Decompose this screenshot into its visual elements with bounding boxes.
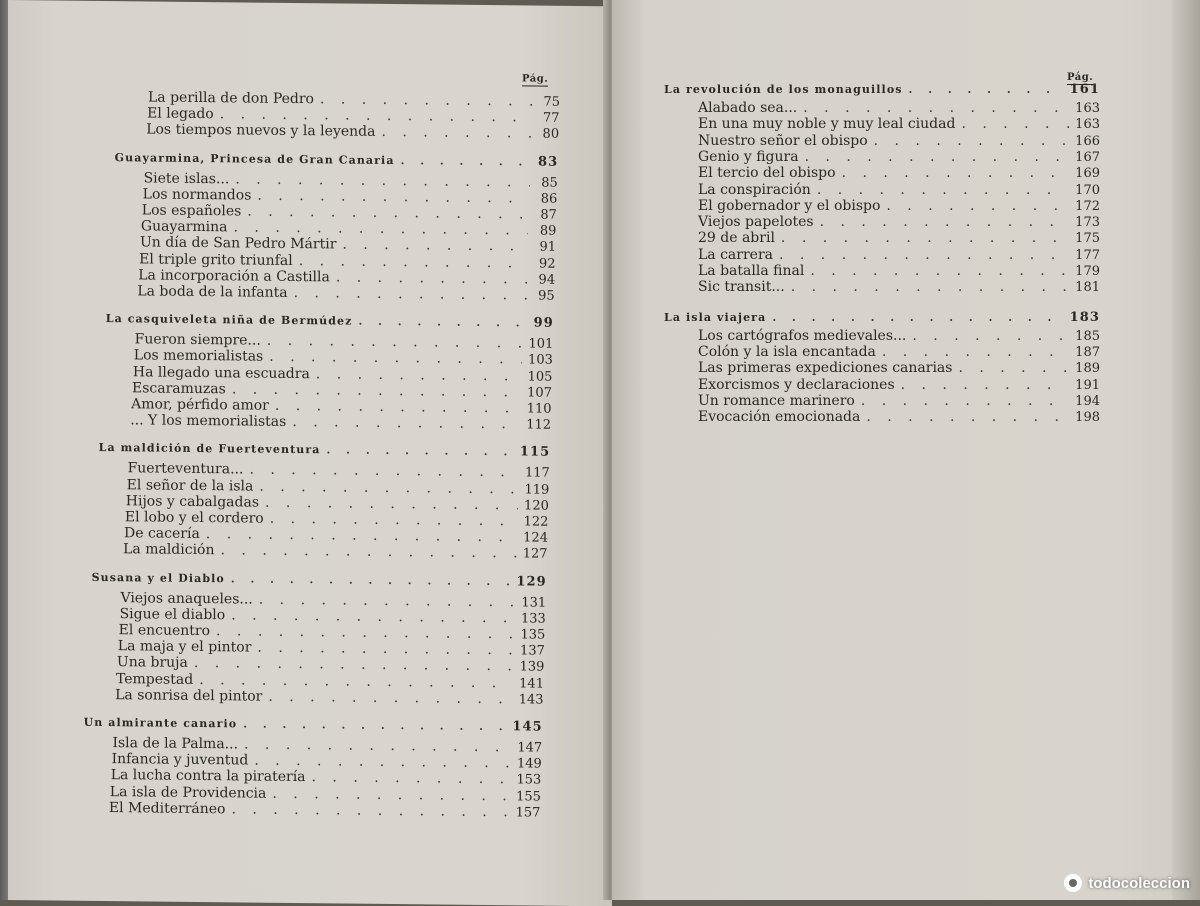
toc-entry-title: Evocación emocionada <box>698 409 861 426</box>
toc-entry-title: La isla de Providencia <box>109 783 267 802</box>
dot-leader <box>243 716 506 735</box>
dot-leader <box>912 328 1069 344</box>
pag-header-left: Pág. <box>522 73 549 85</box>
toc-entry-page: 89 <box>539 223 557 239</box>
pag-header-right: Pág. <box>1067 72 1094 83</box>
dot-leader <box>316 366 522 384</box>
dot-leader <box>221 543 517 562</box>
toc-entry-title: La sonrisa del pintor <box>115 686 263 705</box>
toc-entry-title: Los cartógrafos medievales... <box>698 327 907 344</box>
toc-entry-page: 105 <box>527 369 553 385</box>
dot-leader <box>401 153 531 170</box>
toc-entry-title: La revolución de los monaguillos <box>664 83 903 96</box>
toc-entry-title: La lucha contra la piratería <box>110 767 306 786</box>
dot-leader <box>312 770 511 788</box>
toc-entry-page: 122 <box>523 514 549 530</box>
toc-entry-title: El encuentro <box>118 622 211 640</box>
toc-entry-title: El gobernador y el obispo <box>698 197 881 214</box>
toc-entry-title: La maja y el pintor <box>117 638 252 656</box>
toc-entry-title: De cacería <box>124 525 200 543</box>
toc-entry-page: 120 <box>524 498 549 514</box>
toc-entry <box>146 122 559 143</box>
toc-entry <box>698 214 1100 231</box>
toc-entry-page: 115 <box>519 444 551 461</box>
toc-entry-title: La maldición <box>123 541 215 559</box>
toc-entry-title: El Mediterráneo <box>108 799 226 818</box>
toc-entry-title: La batalla final <box>698 263 805 279</box>
toc-entry-title: Viejos papelotes <box>698 214 814 231</box>
dot-leader <box>294 285 527 303</box>
toc-entry-page: 179 <box>1075 264 1100 279</box>
toc-entry <box>137 283 554 304</box>
dot-leader <box>320 91 532 109</box>
toc-entry-title: Escaramuzas <box>132 380 226 398</box>
toc-entry <box>698 133 1100 150</box>
toc-entry-title: Los españoles <box>141 202 242 220</box>
toc-entry-title: Una bruja <box>116 654 188 672</box>
toc-entry-title: La maldición de Fuerteventura <box>98 441 321 457</box>
toc-entry-page: 183 <box>1069 309 1100 325</box>
dot-leader <box>292 414 520 432</box>
toc-entry-page: 187 <box>1075 344 1100 360</box>
dot-leader <box>781 230 1069 246</box>
toc-entry <box>698 344 1100 361</box>
toc-entry-page: 133 <box>520 611 546 627</box>
toc-entry <box>130 412 551 433</box>
toc-entry-page: 75 <box>543 94 560 110</box>
toc-entry-page: 80 <box>542 126 560 143</box>
toc-entry-page: 167 <box>1075 149 1100 165</box>
dot-leader <box>231 571 510 590</box>
toc-section-heading <box>664 310 1100 326</box>
dot-leader <box>358 314 525 332</box>
toc-entry-title: La incorporación a Castilla <box>138 267 330 286</box>
toc-entry-page: 172 <box>1075 198 1100 214</box>
toc-entry <box>698 149 1100 166</box>
toc-entry <box>123 542 547 563</box>
dot-leader <box>901 377 1070 393</box>
right-page <box>612 0 1172 900</box>
dot-leader <box>336 269 527 287</box>
toc-entry <box>698 393 1100 410</box>
watermark-logo-icon <box>1064 874 1082 892</box>
toc-entry-page: 198 <box>1075 410 1100 426</box>
toc-entry-title: Susana y el Diablo <box>91 570 225 585</box>
toc-entry-title: La carrera <box>698 246 773 263</box>
toc-entry-page: 149 <box>516 756 542 772</box>
dot-leader <box>874 133 1070 149</box>
toc-entry-title: La perilla de don Pedro <box>148 89 314 108</box>
toc-entry-page: 177 <box>1075 247 1100 263</box>
toc-entry-title: El tercio del obispo <box>698 165 836 182</box>
toc-entry <box>115 687 543 708</box>
toc-entry-title: ... Y los memorialistas <box>130 412 287 431</box>
toc-entry-title: En una muy noble y muy leal ciudad <box>698 116 956 133</box>
toc-entry-title: Colón y la isla encantada <box>698 343 876 360</box>
dot-leader <box>791 279 1069 295</box>
dot-leader <box>805 149 1070 165</box>
dot-leader <box>861 393 1069 409</box>
toc-entry-title: Hijos y cabalgadas <box>125 493 260 511</box>
toc-entry-title: Ha llegado una escuadra <box>132 363 310 382</box>
watermark-text: todocoleccion <box>1088 874 1190 892</box>
toc-entry-page: 101 <box>528 336 554 352</box>
background-right <box>1170 0 1200 900</box>
toc-entry-title: 29 de abril <box>698 230 775 247</box>
toc-entry-title: Los memorialistas <box>133 347 264 366</box>
toc-entry-page: 169 <box>1075 166 1100 182</box>
toc-entry-page: 87 <box>540 207 557 223</box>
toc-entry-page: 139 <box>519 659 545 676</box>
dot-leader <box>909 82 1064 98</box>
dot-leader <box>803 100 1069 116</box>
toc-entry-page: 143 <box>518 692 544 708</box>
toc-entry-title: El lobo y el cordero <box>124 509 264 527</box>
toc-entry-page: 191 <box>1075 377 1100 393</box>
dot-leader <box>381 124 531 142</box>
dot-leader <box>779 247 1069 263</box>
toc-entry-page: 145 <box>512 719 543 735</box>
toc-entry-title: Nuestro señor el obispo <box>698 132 868 149</box>
dot-leader <box>886 198 1069 214</box>
toc-entry-page: 112 <box>526 417 552 433</box>
toc-entry-page: 129 <box>516 573 547 590</box>
toc-entry-page: 147 <box>517 740 543 756</box>
toc-entry-title: Tempestad <box>116 670 194 688</box>
toc-entry-title: El legado <box>147 105 214 123</box>
toc-entry-title: Sigue el diablo <box>119 605 226 624</box>
toc-entry-page: 131 <box>521 594 547 611</box>
dot-leader <box>842 165 1070 181</box>
toc-entry-page: 137 <box>520 643 545 659</box>
toc-entry-title: Infancia y juventud <box>111 751 249 769</box>
toc-entry-title: La isla viajera <box>664 310 767 324</box>
toc-entry-title: La casquiveleta niña de Bermúdez <box>105 312 353 328</box>
toc-entry-title: Un romance marinero <box>698 392 855 409</box>
dot-leader <box>958 360 1069 376</box>
toc-entry-title: La boda de la infanta <box>137 283 288 301</box>
toc-entry-title: Fueron siempre... <box>134 331 261 349</box>
dot-leader <box>772 310 1063 326</box>
toc-entry-title: Los normandos <box>142 186 252 204</box>
toc-entry-title: Isla de la Palma... <box>112 735 239 753</box>
toc-entry <box>698 182 1100 199</box>
toc-entry-page: 173 <box>1075 215 1100 231</box>
toc-entry <box>698 116 1100 133</box>
toc-entry-page: 92 <box>539 256 556 272</box>
toc-entry <box>698 328 1100 345</box>
dot-leader <box>866 409 1069 425</box>
toc-entry-page: 99 <box>533 315 554 331</box>
toc-entry-page: 107 <box>527 385 552 401</box>
toc-entry-page: 85 <box>541 175 558 191</box>
dot-leader <box>961 116 1069 132</box>
toc-entry-title: Amor, pérfido amor <box>131 396 269 414</box>
toc-entry-page: 141 <box>519 675 544 692</box>
dot-leader <box>810 263 1069 279</box>
toc-entry <box>698 279 1100 296</box>
toc-entry-page: 124 <box>523 530 548 546</box>
watermark <box>1064 874 1190 892</box>
toc-entry-page: 77 <box>542 110 560 126</box>
toc-entry-page: 119 <box>524 482 550 498</box>
toc-entry-page: 175 <box>1075 231 1100 247</box>
toc-entry-page: 170 <box>1075 182 1100 198</box>
toc-entry-title: Sic transit... <box>698 279 785 296</box>
toc-entry-title: Fuerteventura... <box>127 460 244 478</box>
toc-entry-page: 86 <box>540 191 558 207</box>
toc-section-heading <box>92 569 547 590</box>
toc-entry <box>698 198 1100 215</box>
toc-section-heading <box>99 440 551 461</box>
toc-entry-page: 153 <box>516 772 542 788</box>
dot-leader <box>342 237 528 255</box>
toc-entry-title: La conspiración <box>698 181 811 198</box>
dot-leader <box>327 443 514 461</box>
toc-entry-page: 135 <box>520 627 546 643</box>
toc-entry-title: Viejos anaqueles... <box>120 589 253 608</box>
toc-entry-title: Un día de San Pedro Mártir <box>140 234 337 253</box>
toc-entry <box>698 409 1100 426</box>
toc-entry-page: 110 <box>526 401 552 417</box>
toc-entry <box>698 165 1100 182</box>
toc-entry-page: 155 <box>516 788 541 805</box>
toc-entry-page: 95 <box>538 288 555 304</box>
toc-entry-page: 185 <box>1075 328 1100 344</box>
toc-entry-page: 127 <box>522 546 548 563</box>
toc-entry-page: 157 <box>515 805 541 821</box>
toc-entry <box>109 800 541 822</box>
toc-section-heading <box>664 82 1100 98</box>
toc-entry-title: Guayarmina, Princesa de Gran Canaria <box>114 150 395 167</box>
toc-entry-title: Guayarmina <box>140 218 228 236</box>
toc-entry-page: 181 <box>1075 280 1100 296</box>
dot-leader <box>268 689 512 708</box>
toc-section-heading <box>115 150 559 171</box>
toc-entry-title: Siete islas... <box>143 170 230 187</box>
toc-entry-title: El triple grito triunfal <box>139 250 293 269</box>
toc-entry-title: Genio y figura <box>698 148 799 165</box>
toc-entry-page: 103 <box>528 352 553 369</box>
toc-entry <box>698 360 1100 377</box>
toc-entry <box>698 263 1100 280</box>
toc-entry-title: Exorcismos y declaraciones <box>698 376 895 393</box>
toc-section-heading <box>84 715 543 736</box>
toc-entry-title: Un almirante canario <box>83 715 238 731</box>
dot-leader <box>820 214 1070 230</box>
toc-entry-page: 189 <box>1075 361 1100 377</box>
toc-entry <box>698 100 1100 117</box>
toc-entry-page: 94 <box>538 272 556 288</box>
toc-entry-title: Los tiempos nuevos y la leyenda <box>146 121 376 141</box>
toc-entry-page: 83 <box>538 154 559 170</box>
dot-leader <box>231 801 509 820</box>
toc-entry <box>698 247 1100 264</box>
toc-entry <box>698 377 1100 394</box>
toc-entry-page: 194 <box>1075 393 1100 409</box>
toc-section-heading <box>106 311 554 332</box>
toc-entry-page: 166 <box>1075 133 1100 149</box>
dot-leader <box>817 182 1069 198</box>
toc-entry-page: 161 <box>1069 82 1100 97</box>
toc-entry-page: 117 <box>524 465 550 482</box>
toc-entry-page: 163 <box>1075 101 1100 116</box>
toc-entry-title: Alabado sea... <box>698 100 798 116</box>
toc-entry-title: Las primeras expediciones canarias <box>698 360 953 377</box>
toc-entry-title: El señor de la isla <box>126 476 254 495</box>
left-page <box>8 0 612 906</box>
toc-entry-page: 163 <box>1075 117 1100 133</box>
toc-entry <box>698 230 1100 247</box>
dot-leader <box>882 344 1069 360</box>
toc-entry-page: 91 <box>539 239 556 256</box>
